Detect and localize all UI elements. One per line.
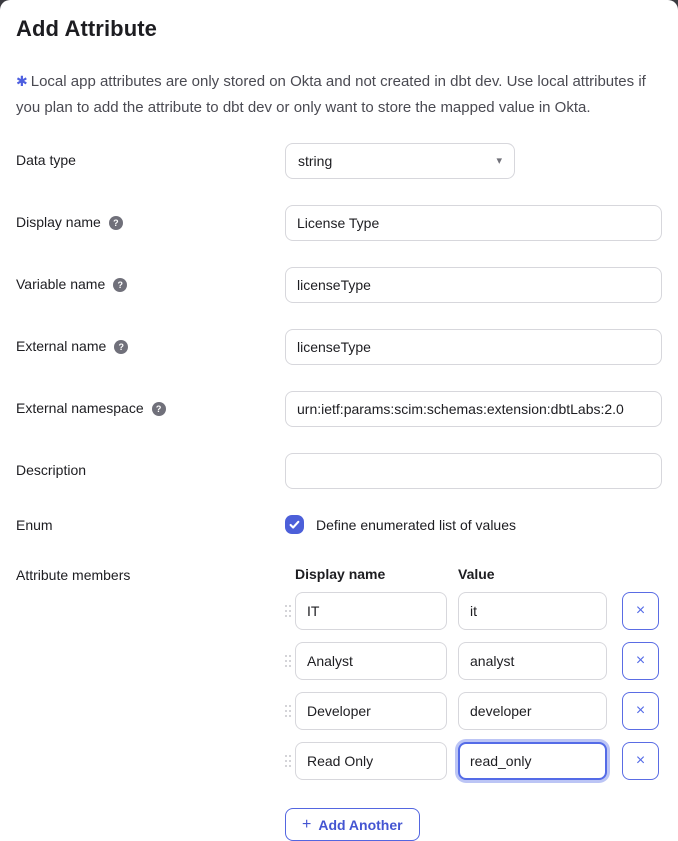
plus-icon: + — [302, 815, 312, 833]
external-namespace-input[interactable] — [285, 391, 662, 427]
variable-name-label: Variable name ? — [16, 267, 285, 303]
description-label: Description — [16, 462, 87, 478]
member-row — [285, 642, 662, 680]
external-name-input[interactable] — [285, 329, 662, 365]
close-icon: × — [635, 702, 646, 719]
member-row — [285, 692, 662, 730]
data-type-selected-value: string — [298, 153, 333, 169]
member-display-input[interactable] — [295, 692, 447, 730]
close-icon: × — [635, 602, 646, 619]
local-attribute-note — [16, 68, 662, 121]
variable-name-input[interactable] — [285, 267, 662, 303]
enum-checkbox[interactable] — [285, 515, 304, 534]
remove-member-button[interactable] — [622, 592, 659, 630]
drag-handle-icon[interactable] — [285, 655, 291, 667]
drag-handle-icon[interactable] — [285, 705, 291, 717]
remove-member-button[interactable] — [622, 742, 659, 780]
column-header-value: Value — [458, 566, 495, 582]
external-name-row — [16, 329, 662, 365]
external-namespace-label: External namespace ? — [16, 391, 285, 427]
description-input[interactable] — [285, 453, 662, 489]
member-display-input[interactable] — [295, 592, 447, 630]
close-icon: × — [635, 752, 646, 769]
display-name-row — [16, 205, 662, 241]
add-another-label: Add Another — [318, 816, 403, 833]
enum-row — [16, 515, 662, 534]
variable-name-row — [16, 267, 662, 303]
attribute-members-label: Attribute members — [16, 567, 131, 583]
help-icon[interactable]: ? — [114, 340, 128, 354]
check-icon — [288, 518, 301, 531]
enum-checkbox-label: Define enumerated list of values — [316, 516, 516, 533]
display-name-label: Display name ? — [16, 205, 285, 241]
page-title: Add Attribute — [16, 16, 158, 41]
member-value-input[interactable] — [458, 642, 607, 680]
description-row — [16, 453, 662, 489]
members-column-headers — [295, 566, 662, 582]
member-value-input[interactable] — [458, 692, 607, 730]
close-icon: × — [635, 652, 646, 669]
external-namespace-row — [16, 391, 662, 427]
member-row — [285, 592, 662, 630]
chevron-down-icon: ▾ — [496, 154, 502, 167]
remove-member-button[interactable] — [622, 642, 659, 680]
column-header-display-name: Display name — [295, 566, 386, 582]
add-another-button[interactable] — [285, 808, 420, 841]
data-type-label: Data type — [16, 152, 76, 168]
help-icon[interactable]: ? — [109, 216, 123, 230]
display-name-input[interactable] — [285, 205, 662, 241]
member-row — [285, 742, 662, 780]
data-type-row — [16, 143, 662, 179]
asterisk-icon: ✱ — [16, 73, 28, 89]
drag-handle-icon[interactable] — [285, 755, 291, 767]
data-type-select[interactable] — [285, 143, 515, 179]
member-value-input[interactable] — [458, 592, 607, 630]
external-name-label: External name ? — [16, 329, 285, 365]
member-display-input[interactable] — [295, 642, 447, 680]
drag-handle-icon[interactable] — [285, 605, 291, 617]
attribute-members-row — [16, 566, 662, 841]
member-display-input[interactable] — [295, 742, 447, 780]
local-attribute-note-text: Local app attributes are only stored on Okta and not created in dbt dev. Use local attributes if you plan to add the attribute to dbt dev or only want to store the mapped value in Okta. — [16, 73, 646, 116]
enum-label: Enum — [16, 517, 53, 533]
remove-member-button[interactable] — [622, 692, 659, 730]
help-icon[interactable]: ? — [113, 278, 127, 292]
help-icon[interactable]: ? — [152, 402, 166, 416]
member-value-input-focused[interactable] — [458, 742, 607, 780]
add-attribute-form — [16, 143, 662, 841]
